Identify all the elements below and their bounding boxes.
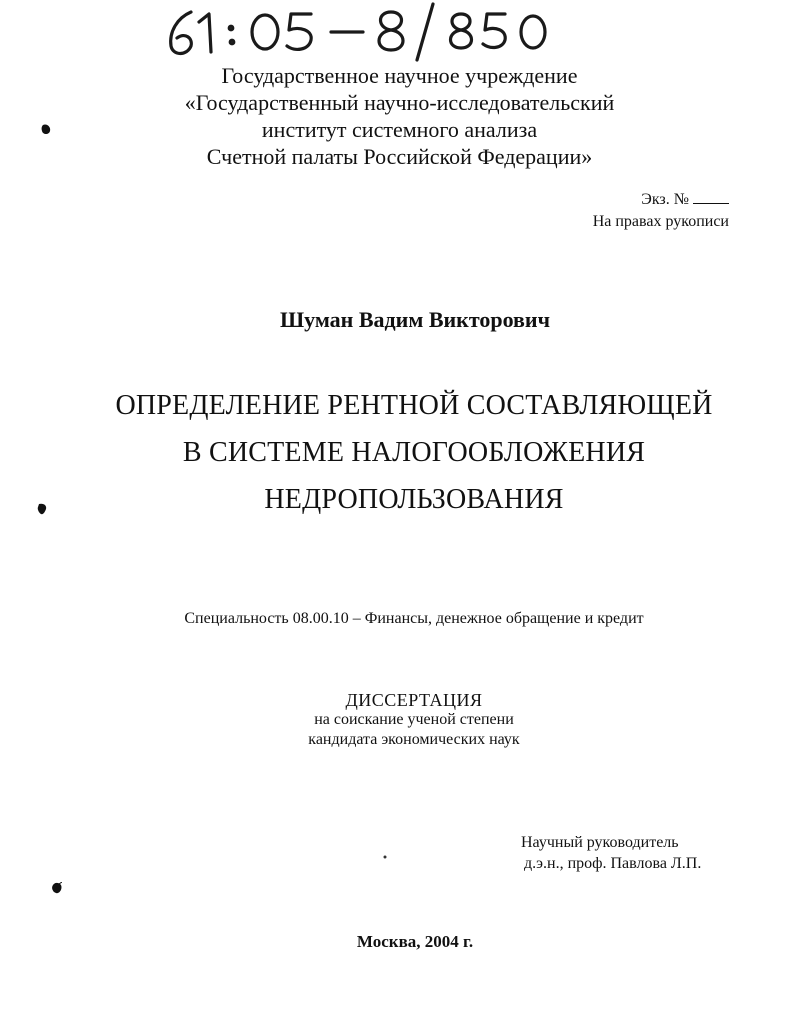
institution-header: [0, 62, 799, 170]
scan-speck-mark: [52, 882, 62, 894]
copy-number-line: [593, 189, 729, 211]
supervisor-name: д.э.н., проф. Павлова Л.П.: [524, 855, 702, 872]
specialty-line: Специальность 08.00.10 – Финансы, денежное обращение и кредит: [184, 610, 644, 627]
supervisor-block: [521, 832, 701, 874]
supervisor-label: Научный руководитель: [521, 834, 679, 851]
dissertation-title: [0, 382, 799, 523]
rights-label: На правах рукописи: [592, 213, 729, 230]
institution-line-1: Государственное научное учреждение: [221, 63, 578, 88]
dissertation-block: [0, 690, 799, 750]
degree-line-1: на соискание ученой степени: [314, 711, 514, 728]
scan-speck-dot: [383, 855, 387, 859]
title-line-2: В СИСТЕМЕ НАЛОГООБЛОЖЕНИЯ: [182, 437, 646, 468]
scan-speck-mark: [37, 503, 47, 515]
institution-line-2: «Государственный научно-исследовательский: [184, 90, 615, 115]
title-line-3: НЕДРОПОЛЬЗОВАНИЯ: [264, 484, 564, 515]
handwritten-catalog-code: [155, 2, 555, 62]
author-name: Шуман Вадим Викторович: [279, 307, 551, 332]
scan-speck-mark: [41, 123, 51, 135]
city-year: Москва, 2004 г.: [356, 932, 474, 951]
institution-line-4: Счетной палаты Российской Федерации»: [206, 144, 593, 169]
title-line-1: ОПРЕДЕЛЕНИЕ РЕНТНОЙ СОСТАВЛЯЮЩЕЙ: [115, 390, 713, 421]
copy-number-label: Экз. №: [641, 191, 689, 208]
copy-number-blank: [693, 189, 729, 204]
dissertation-label: ДИССЕРТАЦИЯ: [345, 690, 483, 710]
copy-info-block: [593, 189, 729, 233]
degree-line-2: кандидата экономических наук: [308, 731, 520, 748]
institution-line-3: институт системного анализа: [261, 117, 538, 142]
